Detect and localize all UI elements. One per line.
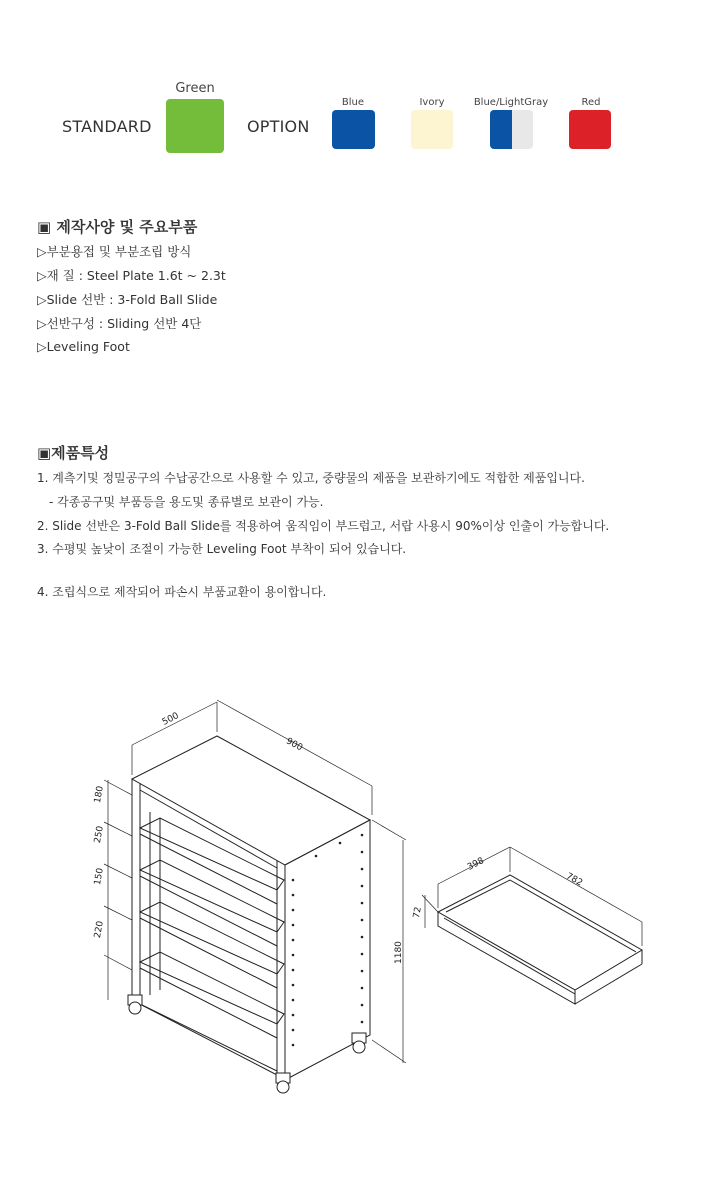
blue-lightgray-swatch-label: Blue/LightGray bbox=[473, 97, 549, 108]
green-swatch-label: Green bbox=[175, 81, 215, 96]
feature-line: - 각종공구및 부품등을 용도및 종류별로 보관이 가능. bbox=[49, 495, 324, 509]
feature-line: 2. Slide 선반은 3-Fold Ball Slide를 적용하여 움직임이 부드럽고, 서랍 사용시 90%이상 인출이 가능합니다. bbox=[37, 519, 610, 533]
dim-tier-4: 220 bbox=[93, 920, 106, 939]
tray-depth: 398 bbox=[465, 856, 486, 873]
spec-line: ▷부분용접 및 부분조립 방식 bbox=[37, 244, 192, 259]
feature-line: 4. 조립식으로 제작되어 파손시 부품교환이 용이합니다. bbox=[37, 585, 327, 599]
spec-line: ▷Slide 선반 : 3-Fold Ball Slide bbox=[37, 292, 218, 307]
tray-width: 782 bbox=[564, 871, 585, 889]
technical-drawing bbox=[0, 680, 709, 1120]
dim-width: 900 bbox=[284, 736, 305, 754]
spec-line: ▷Leveling Foot bbox=[37, 339, 130, 354]
spec-line: ▷선반구성 : Sliding 선반 4단 bbox=[37, 316, 202, 331]
blue-lightgray-color-swatch[interactable] bbox=[490, 110, 533, 149]
dim-tier-3: 150 bbox=[93, 867, 106, 886]
ivory-color-swatch[interactable] bbox=[411, 110, 453, 149]
ivory-swatch-label: Ivory bbox=[419, 97, 445, 108]
red-swatch-label: Red bbox=[581, 97, 601, 108]
features-title: ▣제품특성 bbox=[37, 444, 110, 462]
standard-label: STANDARD bbox=[62, 117, 152, 136]
dim-height: 1180 bbox=[394, 941, 404, 964]
tray-height: 72 bbox=[412, 906, 424, 920]
spec-title: ▣ 제작사양 및 주요부품 bbox=[37, 218, 198, 236]
feature-line: 1. 계측기및 정밀공구의 수납공간으로 사용할 수 있고, 중량물의 제품을 보관하기에도 적합한 제품입니다. bbox=[37, 471, 585, 485]
dim-tier-2: 250 bbox=[93, 825, 106, 844]
blue-swatch-label: Blue bbox=[341, 97, 365, 108]
dim-tier-1: 180 bbox=[93, 785, 106, 804]
spec-line: ▷재 질 : Steel Plate 1.6t ~ 2.3t bbox=[37, 268, 226, 283]
green-color-swatch[interactable] bbox=[166, 99, 224, 153]
option-label: OPTION bbox=[247, 117, 310, 136]
red-color-swatch[interactable] bbox=[569, 110, 611, 149]
dim-depth: 500 bbox=[160, 711, 181, 728]
feature-line: 3. 수평및 높낮이 조절이 가능한 Leveling Foot 부착이 되어 있습니다. bbox=[37, 542, 407, 556]
blue-color-swatch[interactable] bbox=[332, 110, 375, 149]
